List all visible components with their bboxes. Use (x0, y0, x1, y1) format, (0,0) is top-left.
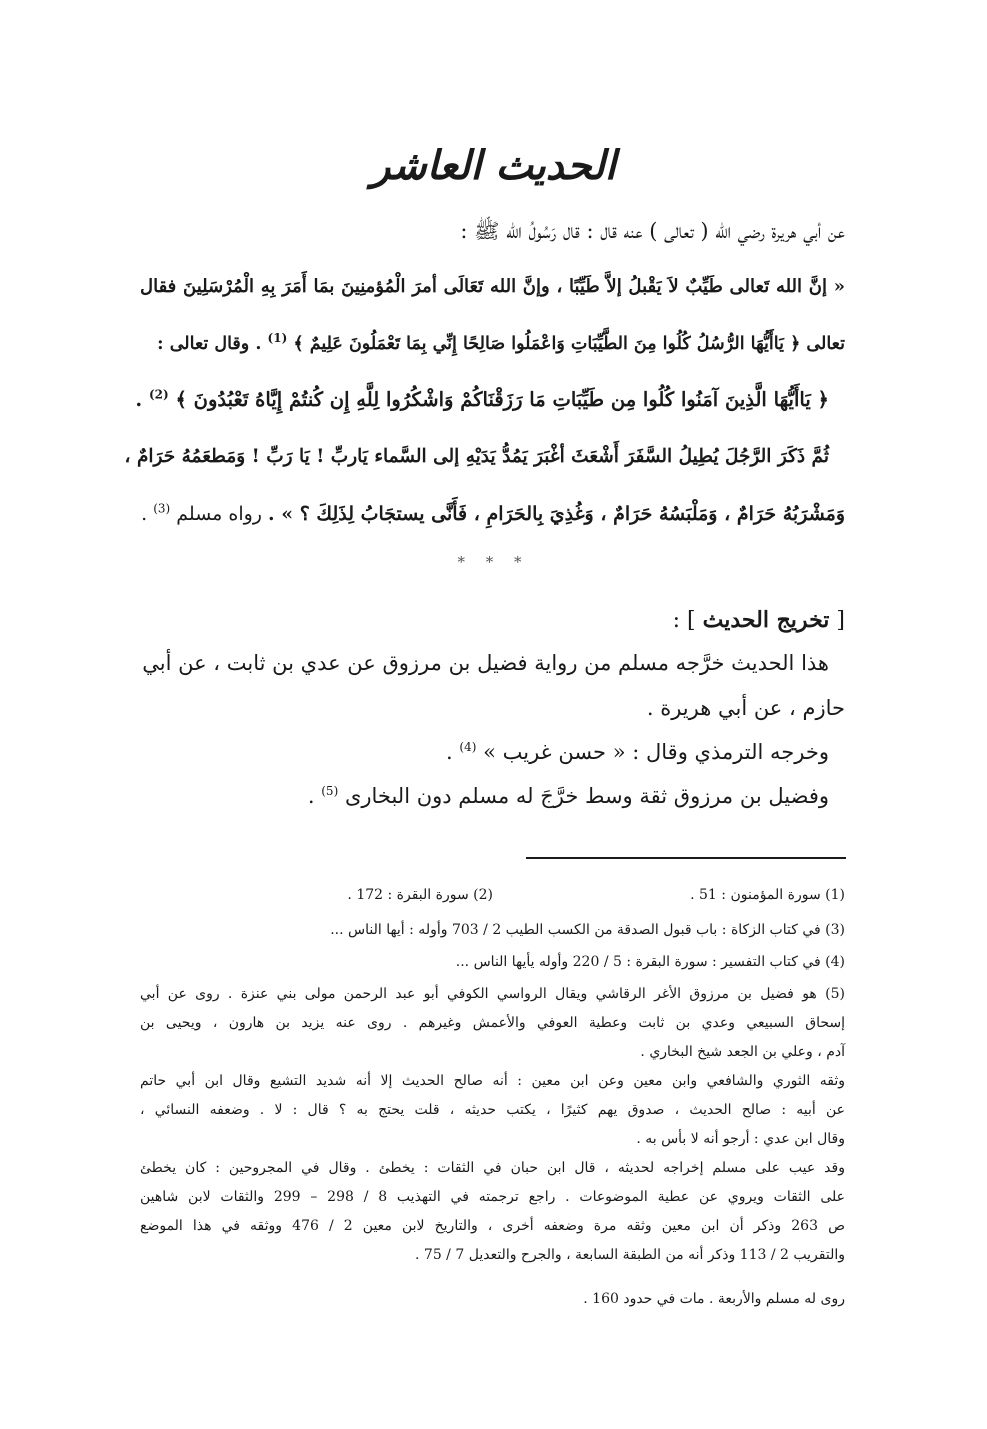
hadith-line-2 (140, 324, 845, 364)
footnote-5-line-4: وثقه الثوري والشافعي وابن معين وعن ابن معين : أنه صالح الحديث إلا أنه شديد التشيع وقال ابن أبي حاتم (140, 1073, 845, 1089)
footnote-ref-3[interactable]: (3) (153, 501, 171, 516)
footnote-5-line-2: إسحاق السبيعي وعدي بن ثابت وعطية العوفي والأعمش وغيرهم . روى عنه يزيد بن هارون ، ويحيى بن (140, 1015, 845, 1031)
takhrij-line-3-end: . (446, 740, 453, 764)
hadith-line-5-text: وَمَشْرَبُهُ حَرَامٌ ، وَمَلْبَسُهُ حَرَامٌ ، وَغُذِيَ بِالحَرَامِ ، فَأَنَّى يستجَابُ لِذَلِكَ ؟ » . (268, 503, 845, 525)
hadith-line-3-end: . (135, 388, 143, 411)
footnote-1: (1) سورة المؤمنون : 51 . (690, 887, 845, 903)
footnote-ref-1[interactable]: (1) (267, 331, 288, 346)
hadith-line-3-text: ﴿ يَاأَيُّهَا الَّذِينَ آمَنُوا كُلُوا مِن طَيِّبَاتِ مَا رَزَقْنَاكُمْ وَاشْكُرُوا لِلَّهِ إِن كُنتُمْ إِيَّاهُ تَعْبُدُونَ ﴾ (175, 388, 829, 411)
footnote-3: (3) في كتاب الزكاة : باب قبول الصدقة من الكسب الطيب 2 / 703 وأوله : أيها الناس ... (330, 922, 845, 938)
hadith-line-4: ثُمَّ ذَكَرَ الرَّجُلَ يُطِيلُ السَّفَرَ أَشْعَثَ أغْبَرَ يَمُدُّ يَدَيْهِ إلى السَّماء يَاربِّ ! يَا رَبِّ ! وَمَطعَمُهُ حَرَامٌ ، (124, 446, 829, 467)
hadith-line-1: « إنَّ الله تَعالى طَيِّبٌ لاَ يَقْبلُ إلاَّ طَيِّبًا ، وإنَّ الله تَعَالَى أمرَ الْمُؤمنِينَ بمَا أَمَرَ بِهِ الْمُرْسَلِينَ فقال (140, 276, 845, 297)
footnote-2: (2) سورة البقرة : 172 . (347, 887, 493, 903)
footnote-5-line-11: روى له مسلم والأربعة . مات في حدود 160 . (583, 1291, 845, 1307)
page-title: الحديث العاشر (371, 142, 616, 189)
intro-line (140, 211, 845, 251)
footnote-5-line-6: وقال ابن عدي : أرجو أنه لا بأس به . (636, 1131, 845, 1147)
takhrij-line-3-text: وخرجه الترمذي وقال : « حسن غريب » (483, 740, 829, 764)
hadith-line-5 (140, 494, 845, 534)
section-separator: * * * (457, 553, 530, 571)
footnote-5-line-10: والتقريب 2 / 113 وذكر أنه من الطبقة السابعة ، والجرح والتعديل 7 / 75 . (415, 1247, 845, 1263)
narrator-end: . (141, 503, 148, 525)
close-bracket: ] : (672, 608, 696, 633)
hadith-line-3 (124, 380, 829, 420)
section-heading-text: تخريج الحديث (702, 607, 830, 633)
takhrij-line-4-end: . (307, 784, 315, 808)
footnote-5-line-8: على الثقات ويروي عن عطية الموضوعات . راجع ترجمته في التهذيب 8 / 298 – 299 والثقات لابن شاهين (140, 1189, 845, 1205)
footnote-ref-5[interactable]: (5) (321, 784, 339, 798)
open-bracket: [ (836, 608, 845, 633)
footnote-5-line-7: وقد عيب على مسلم إخراجه لحديثه ، قال ابن حبان في الثقات : يخطئ . وقال في المجروحين : كان يخطئ (140, 1160, 845, 1176)
footnote-5-line-3: آدم ، وعلي بن الجعد شيخ البخاري . (640, 1044, 845, 1060)
section-heading (673, 600, 845, 641)
hadith-line-2-text: تعالى ﴿ يَاأَيُّهَا الرُّسُلُ كُلُوا مِنَ الطَّيِّبَاتِ وَاعْمَلُوا صَالِحًا إِنِّي بِمَا تَعْمَلُونَ عَلِيمٌ ﴾ (293, 334, 845, 354)
intro-text: عن أبي هريرة رضي الله ( تعالى ) عنه قال : قال رَسُولُ الله ﷺ : (460, 219, 845, 243)
footnote-rule (526, 857, 846, 859)
takhrij-line-2: حازم ، عن أبي هريرة . (646, 696, 845, 720)
footnote-4: (4) في كتاب التفسير : سورة البقرة : 5 / 220 وأوله يأيها الناس ... (455, 954, 845, 970)
takhrij-line-4 (124, 776, 829, 816)
takhrij-line-3 (124, 732, 829, 772)
footnote-ref-2[interactable]: (2) (148, 387, 169, 402)
footnote-ref-4[interactable]: (4) (459, 740, 477, 754)
narrator-text: رواه مسلم (176, 503, 262, 525)
footnote-5-line-5: عن أبيه : صالح الحديث ، صدوق يهم كثيرًا ، يكتب حديثه ، قلت يحتج به ؟ قال : لا . وضعفه النسائي ، (140, 1102, 845, 1118)
takhrij-line-4-text: وفضيل بن مرزوق ثقة وسط خرَّجَ له مسلم دون البخارى (344, 784, 829, 808)
footnote-5-line-1: (5) هو فضيل بن مرزوق الأغر الرقاشي ويقال الرواسي الكوفي أبو عبد الرحمن مولى بني عنزة . روى عن أبي (140, 986, 845, 1002)
hadith-line-2-end: . وقال تعالى : (157, 334, 262, 354)
takhrij-line-1: هذا الحديث خرَّجه مسلم من رواية فضيل بن مرزوق عن عدي بن ثابت ، عن أبي (142, 651, 829, 675)
footnote-5-line-9: ص 263 وذكر أن ابن معين وثقه مرة وضعفه أخرى ، والتاريخ لابن معين 2 / 476 ووثقه في هذا الموضع (140, 1218, 845, 1234)
